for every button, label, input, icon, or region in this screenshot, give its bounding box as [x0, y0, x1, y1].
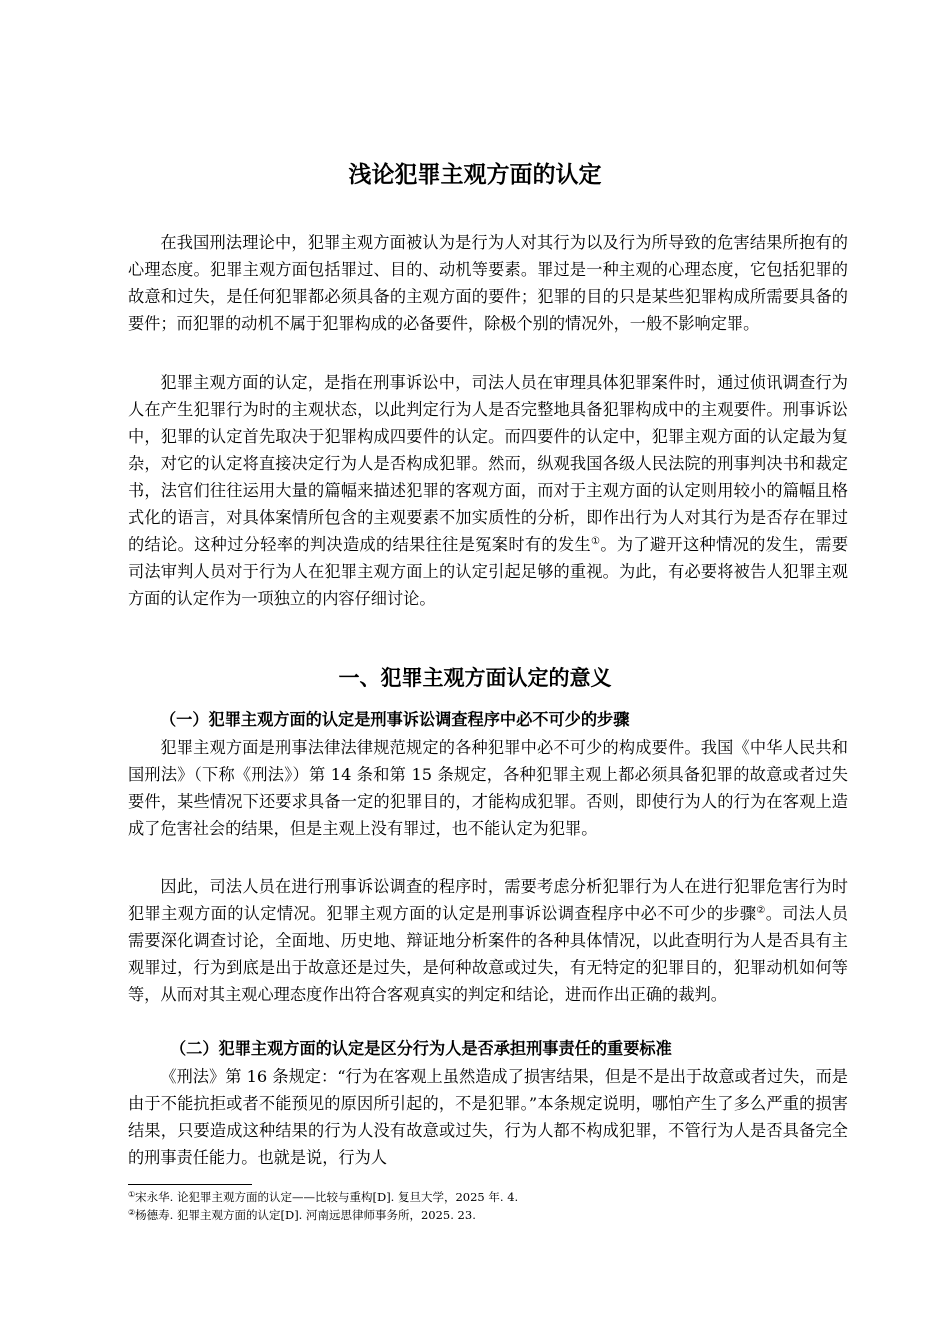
subsection-heading-1: （一）犯罪主观方面的认定是刑事诉讼调查程序中必不可少的步骤 — [160, 710, 630, 729]
intro-paragraph-2-text-cont: 。为了避开这种情况的发生，需要司法审判人员对于行为人在犯罪主观方面上的认定引起足够的重视。为此，有必要将被告人犯罪主观方面的认定作为一项独立的内容仔细讨论。 — [128, 535, 849, 608]
footnote-ref-1[interactable]: ① — [591, 536, 601, 547]
footnote-1-mark: ① — [128, 1190, 136, 1199]
intro-paragraph-2-text: 犯罪主观方面的认定，是指在刑事诉讼中，司法人员在审理具体犯罪案件时，通过侦讯调查行为人在产生犯罪行为时的主观状态，以此判定行为人是否完整地具备犯罪构成中的主观要件。刑事诉讼中，犯罪的认定首先取决于犯罪构成四要件的认定。而四要件的认定中，犯罪主观方面的认定最为复杂，对它的认定将直接决定行为人是否构成犯罪。然而，纵观我国各级人民法院的刑事判决书和裁定书，法官们往往运用大量的篇幅来描述犯罪的客观方面，而对于主观方面的认定则用较小的篇幅且格式化的语言，对具体案情所包含的主观要素不加实质性的分析，即作出行为人对其行为是否存在罪过的结论。这种过分轻率的判决造成的结果往往是冤案时有的发生 — [128, 373, 848, 554]
intro-paragraph-2 — [128, 369, 848, 612]
subsection-1-paragraph-1: 犯罪主观方面是刑事法律法律规范规定的各种犯罪中必不可少的构成要件。我国《中华人民共和国刑法》（下称《刑法》）第 14 条和第 15 条规定，各种犯罪主观上都必须具备犯罪的故意或者过失要件，某些情况下还要求具备一定的犯罪目的，才能构成犯罪。否则，即使行为人的行为在客观上造成了危害社会的结果，但是主观上没有罪过，也不能认定为犯罪。 — [128, 738, 848, 838]
subsection-1-paragraph-2-text: 因此，司法人员在进行刑事诉讼调查的程序时，需要考虑分析犯罪行为人在进行犯罪危害行为时犯罪主观方面的认定情况。犯罪主观方面的认定是刑事诉讼调查程序中必不可少的步骤 — [128, 877, 848, 923]
subsection-1-paragraph-2 — [128, 873, 848, 1008]
page-title: 浅论犯罪主观方面的认定 — [348, 162, 602, 188]
subsection-heading-2: （二）犯罪主观方面的认定是区分行为人是否承担刑事责任的重要标准 — [170, 1039, 672, 1058]
footnote-ref-2[interactable]: ② — [756, 905, 766, 916]
section-heading-1: 一、犯罪主观方面认定的意义 — [338, 666, 612, 690]
subsection-2-paragraph-1: 《刑法》第 16 条规定：“行为在客观上虽然造成了损害结果，但是不是出于故意或者过失，而是由于不能抗拒或者不能预见的原因所引起的，不是犯罪。”本条规定说明，哪怕产生了多么严重的损害结果，只要造成这种结果的行为人没有故意或过失，行为人都不构成犯罪，不管行为人是否具备完全的刑事责任能力。也就是说，行为人 — [128, 1067, 848, 1167]
footnote-2 — [128, 1207, 848, 1224]
intro-paragraph-1: 在我国刑法理论中，犯罪主观方面被认为是行为人对其行为以及行为所导致的危害结果所抱有的心理态度。犯罪主观方面包括罪过、目的、动机等要素。罪过是一种主观的心理态度，它包括犯罪的故意和过失，是任何犯罪都必须具备的主观方面的要件；犯罪的目的只是某些犯罪构成所需要具备的要件；而犯罪的动机不属于犯罪构成的必备要件，除极个别的情况外，一般不影响定罪。 — [128, 233, 848, 333]
subsection-1-paragraph-2-text-cont: 。司法人员需要深化调查讨论，全面地、历史地、辩证地分析案件的各种具体情况，以此查明行为人是否具有主观罪过，行为到底是出于故意还是过失，是何种故意或过失，有无特定的犯罪目的，犯罪动机如何等等，从而对其主观心理态度作出符合客观真实的判定和结论，进而作出正确的裁判。 — [128, 904, 849, 1004]
footnote-1 — [128, 1189, 848, 1206]
footnote-2-text: 杨德寿. 犯罪主观方面的认定[D]. 河南远思律师事务所，2025. 23. — [135, 1208, 476, 1222]
footnote-2-mark: ② — [128, 1208, 136, 1217]
footnote-divider — [128, 1184, 252, 1185]
footnote-1-text: 宋永华. 论犯罪主观方面的认定——比较与重构[D]. 复旦大学，2025 年. 4. — [135, 1190, 519, 1204]
